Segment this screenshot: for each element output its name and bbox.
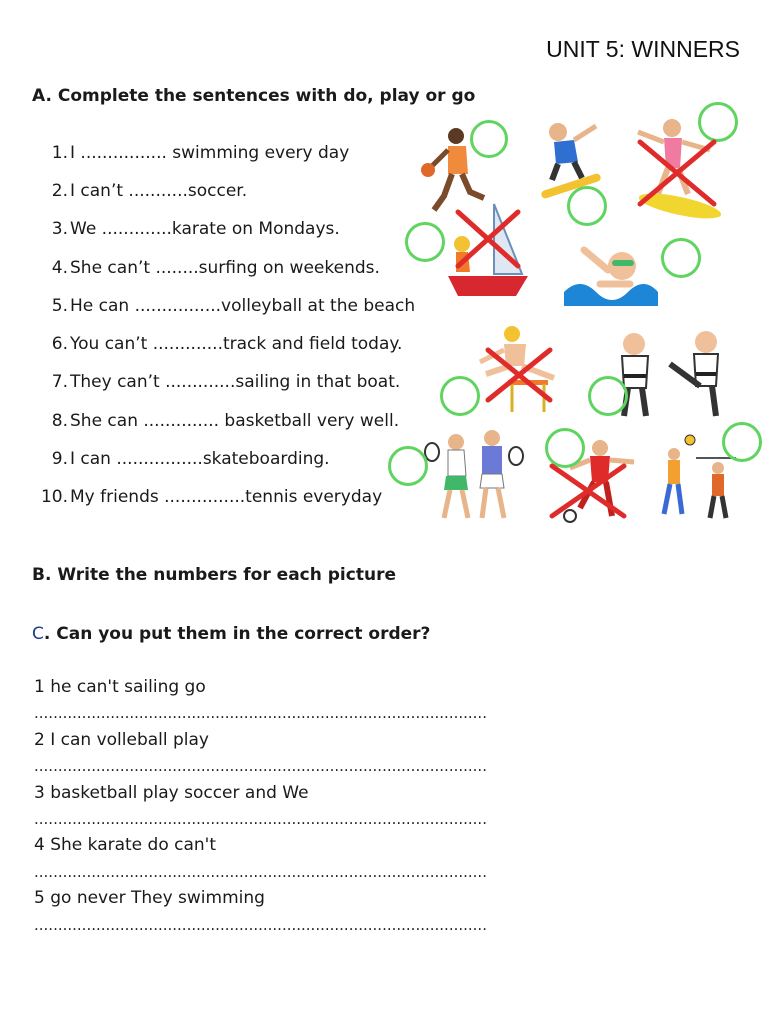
sentence-1: 1. I ................ swimming every day bbox=[51, 143, 350, 163]
section-a-heading: A. Complete the sentences with do, play or go bbox=[32, 86, 476, 106]
cross-mark-icon bbox=[546, 460, 630, 522]
order-item-3: 3 basketball play soccer and We bbox=[34, 783, 309, 803]
answer-line-3[interactable]: ............................................................................................... bbox=[34, 810, 487, 828]
answer-circle[interactable] bbox=[588, 376, 628, 416]
tennis-players-icon bbox=[422, 428, 526, 524]
order-item-5: 5 go never They swimming bbox=[34, 888, 265, 908]
karate-icon bbox=[610, 328, 728, 420]
sentence-6: 6. You can’t .............track and field today. bbox=[51, 334, 403, 354]
answer-circle[interactable] bbox=[567, 186, 607, 226]
section-b-heading: B. Write the numbers for each picture bbox=[32, 565, 396, 585]
answer-line-4[interactable]: ............................................................................................... bbox=[34, 863, 487, 881]
sentence-8: 8. She can .............. basketball very well. bbox=[51, 411, 400, 431]
sentence-10: 10. My friends ...............tennis everyday bbox=[40, 487, 383, 507]
order-item-2: 2 I can volleball play bbox=[34, 730, 209, 750]
answer-circle[interactable] bbox=[661, 238, 701, 278]
answer-line-1[interactable]: ............................................................................................... bbox=[34, 704, 487, 722]
answer-circle[interactable] bbox=[388, 446, 428, 486]
cross-mark-icon bbox=[482, 344, 556, 406]
swimmer-icon bbox=[560, 236, 660, 308]
answer-circle[interactable] bbox=[470, 120, 508, 158]
order-item-1: 1 he can't sailing go bbox=[34, 677, 206, 697]
sentence-4: 4. She can’t ........surfing on weekends. bbox=[51, 258, 380, 278]
unit-title: UNIT 5: WINNERS bbox=[546, 36, 740, 62]
sentence-2: 2. I can’t ...........soccer. bbox=[51, 181, 248, 201]
sentence-5: 5. He can ................volleyball at the beach bbox=[51, 296, 416, 316]
answer-circle[interactable] bbox=[722, 422, 762, 462]
sentence-7: 7. They can’t .............sailing in that boat. bbox=[51, 372, 401, 392]
order-item-4: 4 She karate do can't bbox=[34, 835, 217, 855]
answer-line-5[interactable]: ............................................................................................... bbox=[34, 916, 487, 934]
sentence-3: 3. We .............karate on Mondays. bbox=[51, 219, 340, 239]
cross-mark-icon bbox=[452, 206, 524, 272]
answer-line-2[interactable]: ............................................................................................... bbox=[34, 757, 487, 775]
section-c-heading: C. Can you put them in the correct order? bbox=[32, 624, 431, 644]
answer-circle[interactable] bbox=[440, 376, 480, 416]
cross-mark-icon bbox=[634, 136, 720, 210]
sentence-9: 9. I can ................skateboarding. bbox=[51, 449, 330, 469]
answer-circle[interactable] bbox=[405, 222, 445, 262]
